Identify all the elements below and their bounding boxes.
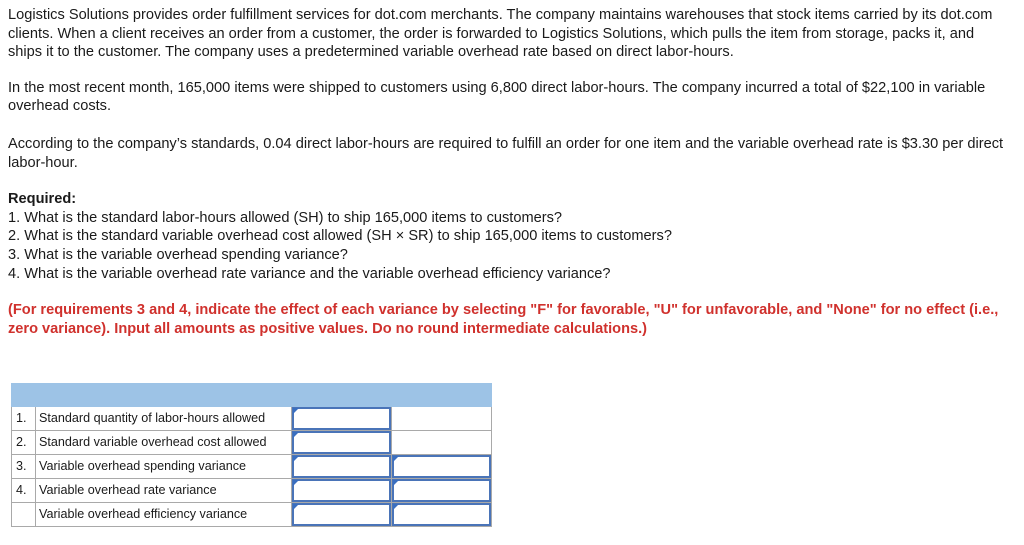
required-item-2: 2. What is the standard variable overhead cost allowed (SH × SR) to ship 165,000 items to customers? [8, 228, 672, 245]
row-number: 2. [12, 431, 36, 455]
effect-cell [392, 407, 492, 431]
row-number: 4. [12, 479, 36, 503]
amount-cell[interactable] [292, 479, 392, 503]
required-item-3: 3. What is the variable overhead spending variance? [8, 246, 348, 263]
instructions-text: (For requirements 3 and 4, indicate the effect of each variance by selecting "F" for favorable, "U" for unfavorable, and "None" for no effect (i.e., zero variance). Input all amounts as positive values. Do no round intermediate calculations.) [8, 302, 999, 337]
effect-select-5[interactable] [394, 505, 489, 524]
row-label: Variable overhead spending variance [36, 455, 292, 479]
table-row [12, 431, 492, 455]
table-row [12, 455, 492, 479]
row-label: Standard variable overhead cost allowed [36, 431, 292, 455]
table-row [12, 479, 492, 503]
amount-input-2[interactable] [294, 433, 389, 452]
amount-cell[interactable] [292, 431, 392, 455]
answer-table [11, 383, 492, 527]
problem-paragraph-1: Logistics Solutions provides order fulfillment services for dot.com merchants. The company maintains warehouses that stock items carried by its dot.com clients. When a client receives an order from a customer, the order is forwarded to Logistics Solutions, which pulls the item from storage, packs it, and ships it to the customer. The company uses a predetermined variable overhead rate based on direct labor-hours. [8, 7, 993, 61]
effect-select-4[interactable] [394, 481, 489, 500]
amount-input-4[interactable] [294, 481, 389, 500]
row-label: Variable overhead efficiency variance [36, 503, 292, 527]
effect-cell[interactable] [392, 503, 492, 527]
row-number: 3. [12, 455, 36, 479]
required-list [8, 209, 1008, 283]
row-number [12, 503, 36, 527]
amount-cell[interactable] [292, 407, 392, 431]
amount-input-5[interactable] [294, 505, 389, 524]
problem-paragraph-3: According to the company’s standards, 0.04 direct labor-hours are required to fulfill an order for one item and the variable overhead rate is $3.30 per direct labor-hour. [8, 135, 1004, 171]
effect-cell [392, 431, 492, 455]
required-heading: Required: [8, 191, 77, 208]
row-number: 1. [12, 407, 36, 431]
amount-cell[interactable] [292, 455, 392, 479]
amount-cell[interactable] [292, 503, 392, 527]
amount-input-3[interactable] [294, 457, 389, 476]
amount-input-1[interactable] [294, 409, 389, 428]
required-item-1: 1. What is the standard labor-hours allowed (SH) to ship 165,000 items to customers? [8, 209, 563, 226]
table-row [12, 407, 492, 431]
table-header-row [12, 384, 492, 407]
required-item-4: 4. What is the variable overhead rate variance and the variable overhead efficiency variance? [8, 265, 611, 282]
problem-paragraph-2: In the most recent month, 165,000 items were shipped to customers using 6,800 direct labor-hours. The company incurred a total of $22,100 in variable overhead costs. [8, 79, 986, 115]
row-label: Variable overhead rate variance [36, 479, 292, 503]
effect-select-3[interactable] [394, 457, 489, 476]
problem-content [8, 6, 1008, 338]
effect-cell[interactable] [392, 479, 492, 503]
table-row [12, 503, 492, 527]
effect-cell[interactable] [392, 455, 492, 479]
row-label: Standard quantity of labor-hours allowed [36, 407, 292, 431]
